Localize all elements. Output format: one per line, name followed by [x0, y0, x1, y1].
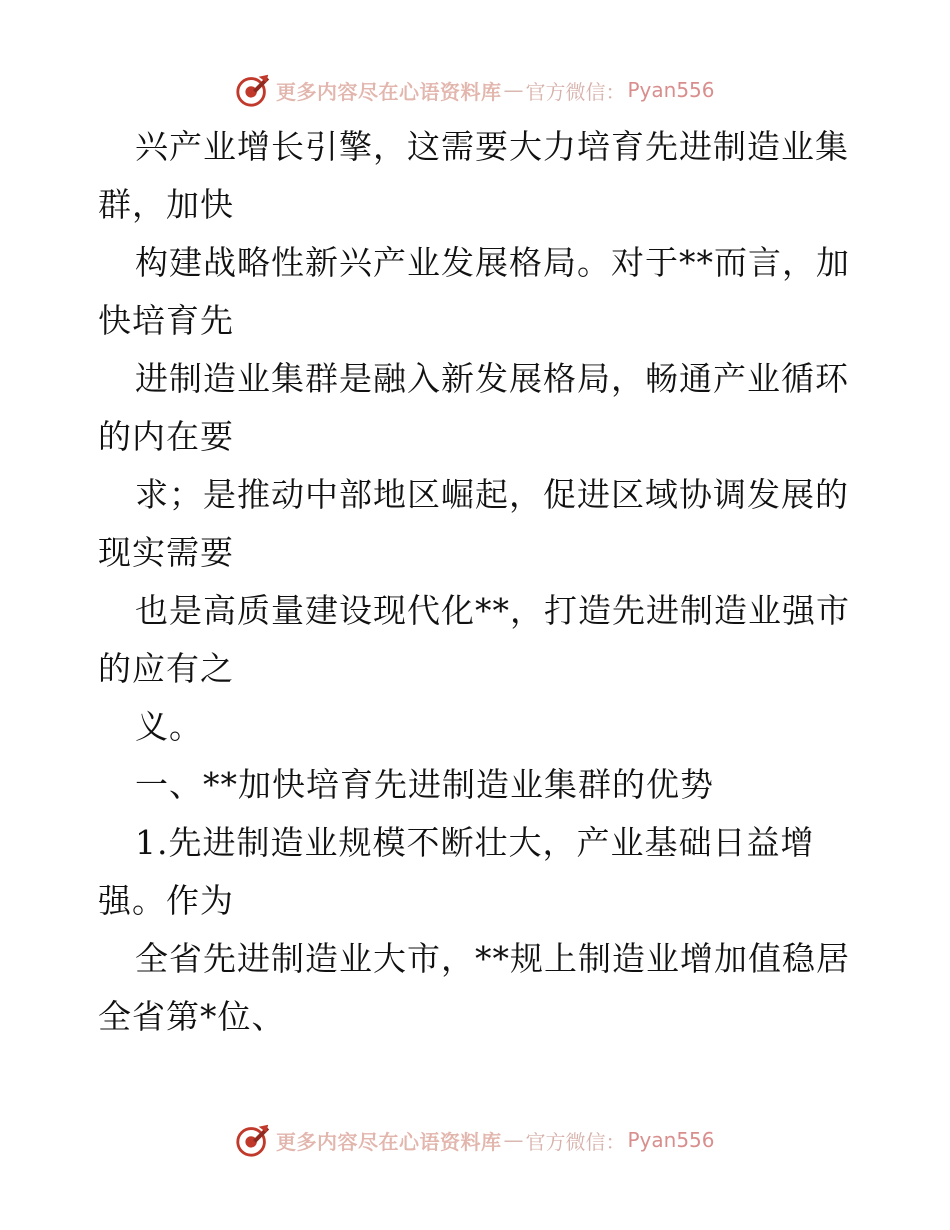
paragraph-line: 快培育先: [98, 301, 234, 340]
pen-nib-logo-icon: [234, 71, 272, 109]
header-wechat-label: 官方微信：: [525, 79, 626, 104]
footer-wechat-id: Pyan556: [627, 1128, 715, 1152]
header-banner-dash: —: [503, 78, 524, 102]
header-banner-text: 更多内容尽在心语资料库: [276, 79, 502, 104]
header-wechat-id: Pyan556: [627, 78, 715, 102]
footer-banner-text: 更多内容尽在心语资料库: [276, 1129, 502, 1154]
footer-wechat-label: 官方微信：: [525, 1129, 626, 1154]
paragraph-line: 也是高质量建设现代化**，打造先进制造业强市: [135, 591, 850, 630]
header-banner: [234, 70, 715, 110]
paragraph-line: 全省先进制造业大市，**规上制造业增加值稳居: [135, 939, 850, 978]
paragraph-line: 的内在要: [98, 417, 234, 456]
section-heading: 一、**加快培育先进制造业集群的优势: [135, 765, 714, 804]
paragraph-line: 兴产业增长引擎，这需要大力培育先进制造业集: [135, 127, 849, 166]
paragraph-line: 求；是推动中部地区崛起，促进区域协调发展的: [135, 475, 849, 514]
paragraph-line: 1.先进制造业规模不断壮大，产业基础日益增: [135, 823, 815, 862]
pen-nib-logo-icon: [234, 1121, 272, 1159]
paragraph-line: 进制造业集群是融入新发展格局，畅通产业循环: [135, 359, 849, 398]
paragraph-line: 群，加快: [98, 185, 234, 224]
paragraph-line: 义。: [135, 707, 203, 746]
paragraph-line: 构建战略性新兴产业发展格局。对于**而言，加: [135, 243, 850, 282]
footer-banner: [234, 1120, 715, 1160]
footer-banner-dash: —: [503, 1128, 524, 1152]
document-body: [98, 118, 858, 1046]
paragraph-line: 的应有之: [98, 649, 234, 688]
paragraph-line: 强。作为: [98, 881, 234, 920]
paragraph-line: 现实需要: [98, 533, 234, 572]
paragraph-line: 全省第*位、: [98, 997, 286, 1036]
